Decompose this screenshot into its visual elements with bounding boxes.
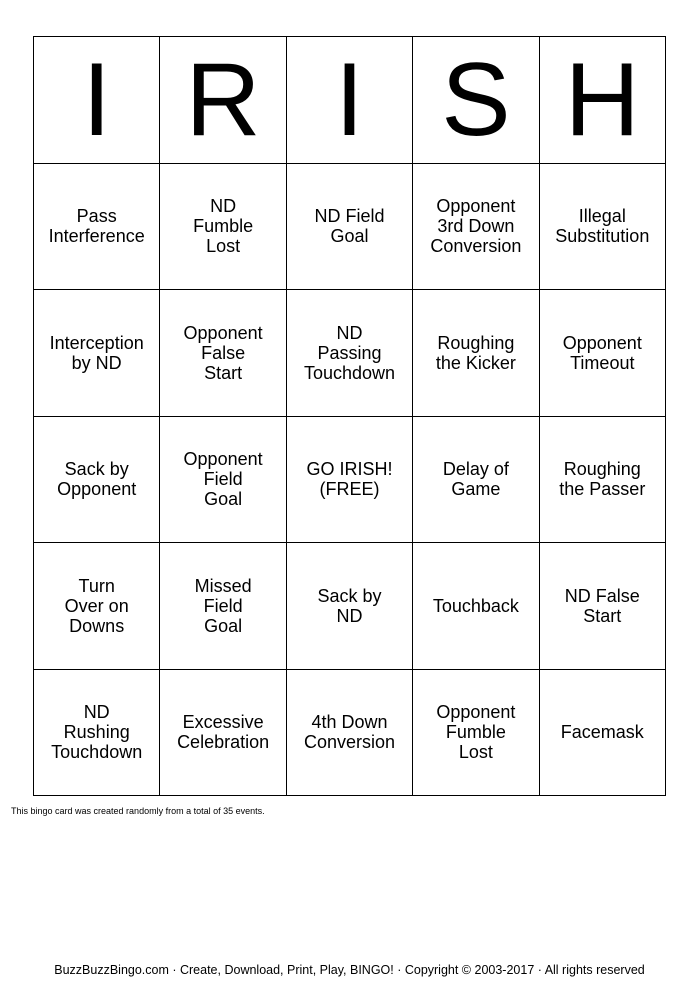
- bingo-square: Opponent Field Goal: [160, 417, 286, 544]
- bingo-square: ND Field Goal: [287, 164, 413, 291]
- header-letter-i-2: I: [287, 37, 413, 164]
- header-letter-s: S: [413, 37, 539, 164]
- bingo-square: Facemask: [540, 670, 666, 797]
- bingo-card: [33, 36, 666, 796]
- bingo-square: Touchback: [413, 543, 539, 670]
- header-letter-h: H: [540, 37, 666, 164]
- bingo-square: ND Passing Touchdown: [287, 290, 413, 417]
- bingo-square: Roughing the Kicker: [413, 290, 539, 417]
- bingo-square: Opponent 3rd Down Conversion: [413, 164, 539, 291]
- bingo-square: Roughing the Passer: [540, 417, 666, 544]
- bingo-square: Pass Interference: [34, 164, 160, 291]
- bingo-square: ND Rushing Touchdown: [34, 670, 160, 797]
- bingo-square: 4th Down Conversion: [287, 670, 413, 797]
- header-letter-r: R: [160, 37, 286, 164]
- bingo-square: Interception by ND: [34, 290, 160, 417]
- header-letter-i: I: [34, 37, 160, 164]
- bingo-square: ND Fumble Lost: [160, 164, 286, 291]
- bingo-square: Missed Field Goal: [160, 543, 286, 670]
- bingo-square: Sack by ND: [287, 543, 413, 670]
- bingo-square: Illegal Substitution: [540, 164, 666, 291]
- bingo-square: Opponent Timeout: [540, 290, 666, 417]
- generation-note: This bingo card was created randomly from a total of 35 events.: [11, 806, 265, 816]
- bingo-square: Opponent Fumble Lost: [413, 670, 539, 797]
- bingo-square: Opponent False Start: [160, 290, 286, 417]
- bingo-square: Excessive Celebration: [160, 670, 286, 797]
- bingo-square: ND False Start: [540, 543, 666, 670]
- free-square: GO IRISH! (FREE): [287, 417, 413, 544]
- bingo-square: Sack by Opponent: [34, 417, 160, 544]
- bingo-square: Turn Over on Downs: [34, 543, 160, 670]
- bingo-square: Delay of Game: [413, 417, 539, 544]
- footer-copyright: BuzzBuzzBingo.com · Create, Download, Print, Play, BINGO! · Copyright © 2003-2017 · All rights reserved: [54, 963, 645, 977]
